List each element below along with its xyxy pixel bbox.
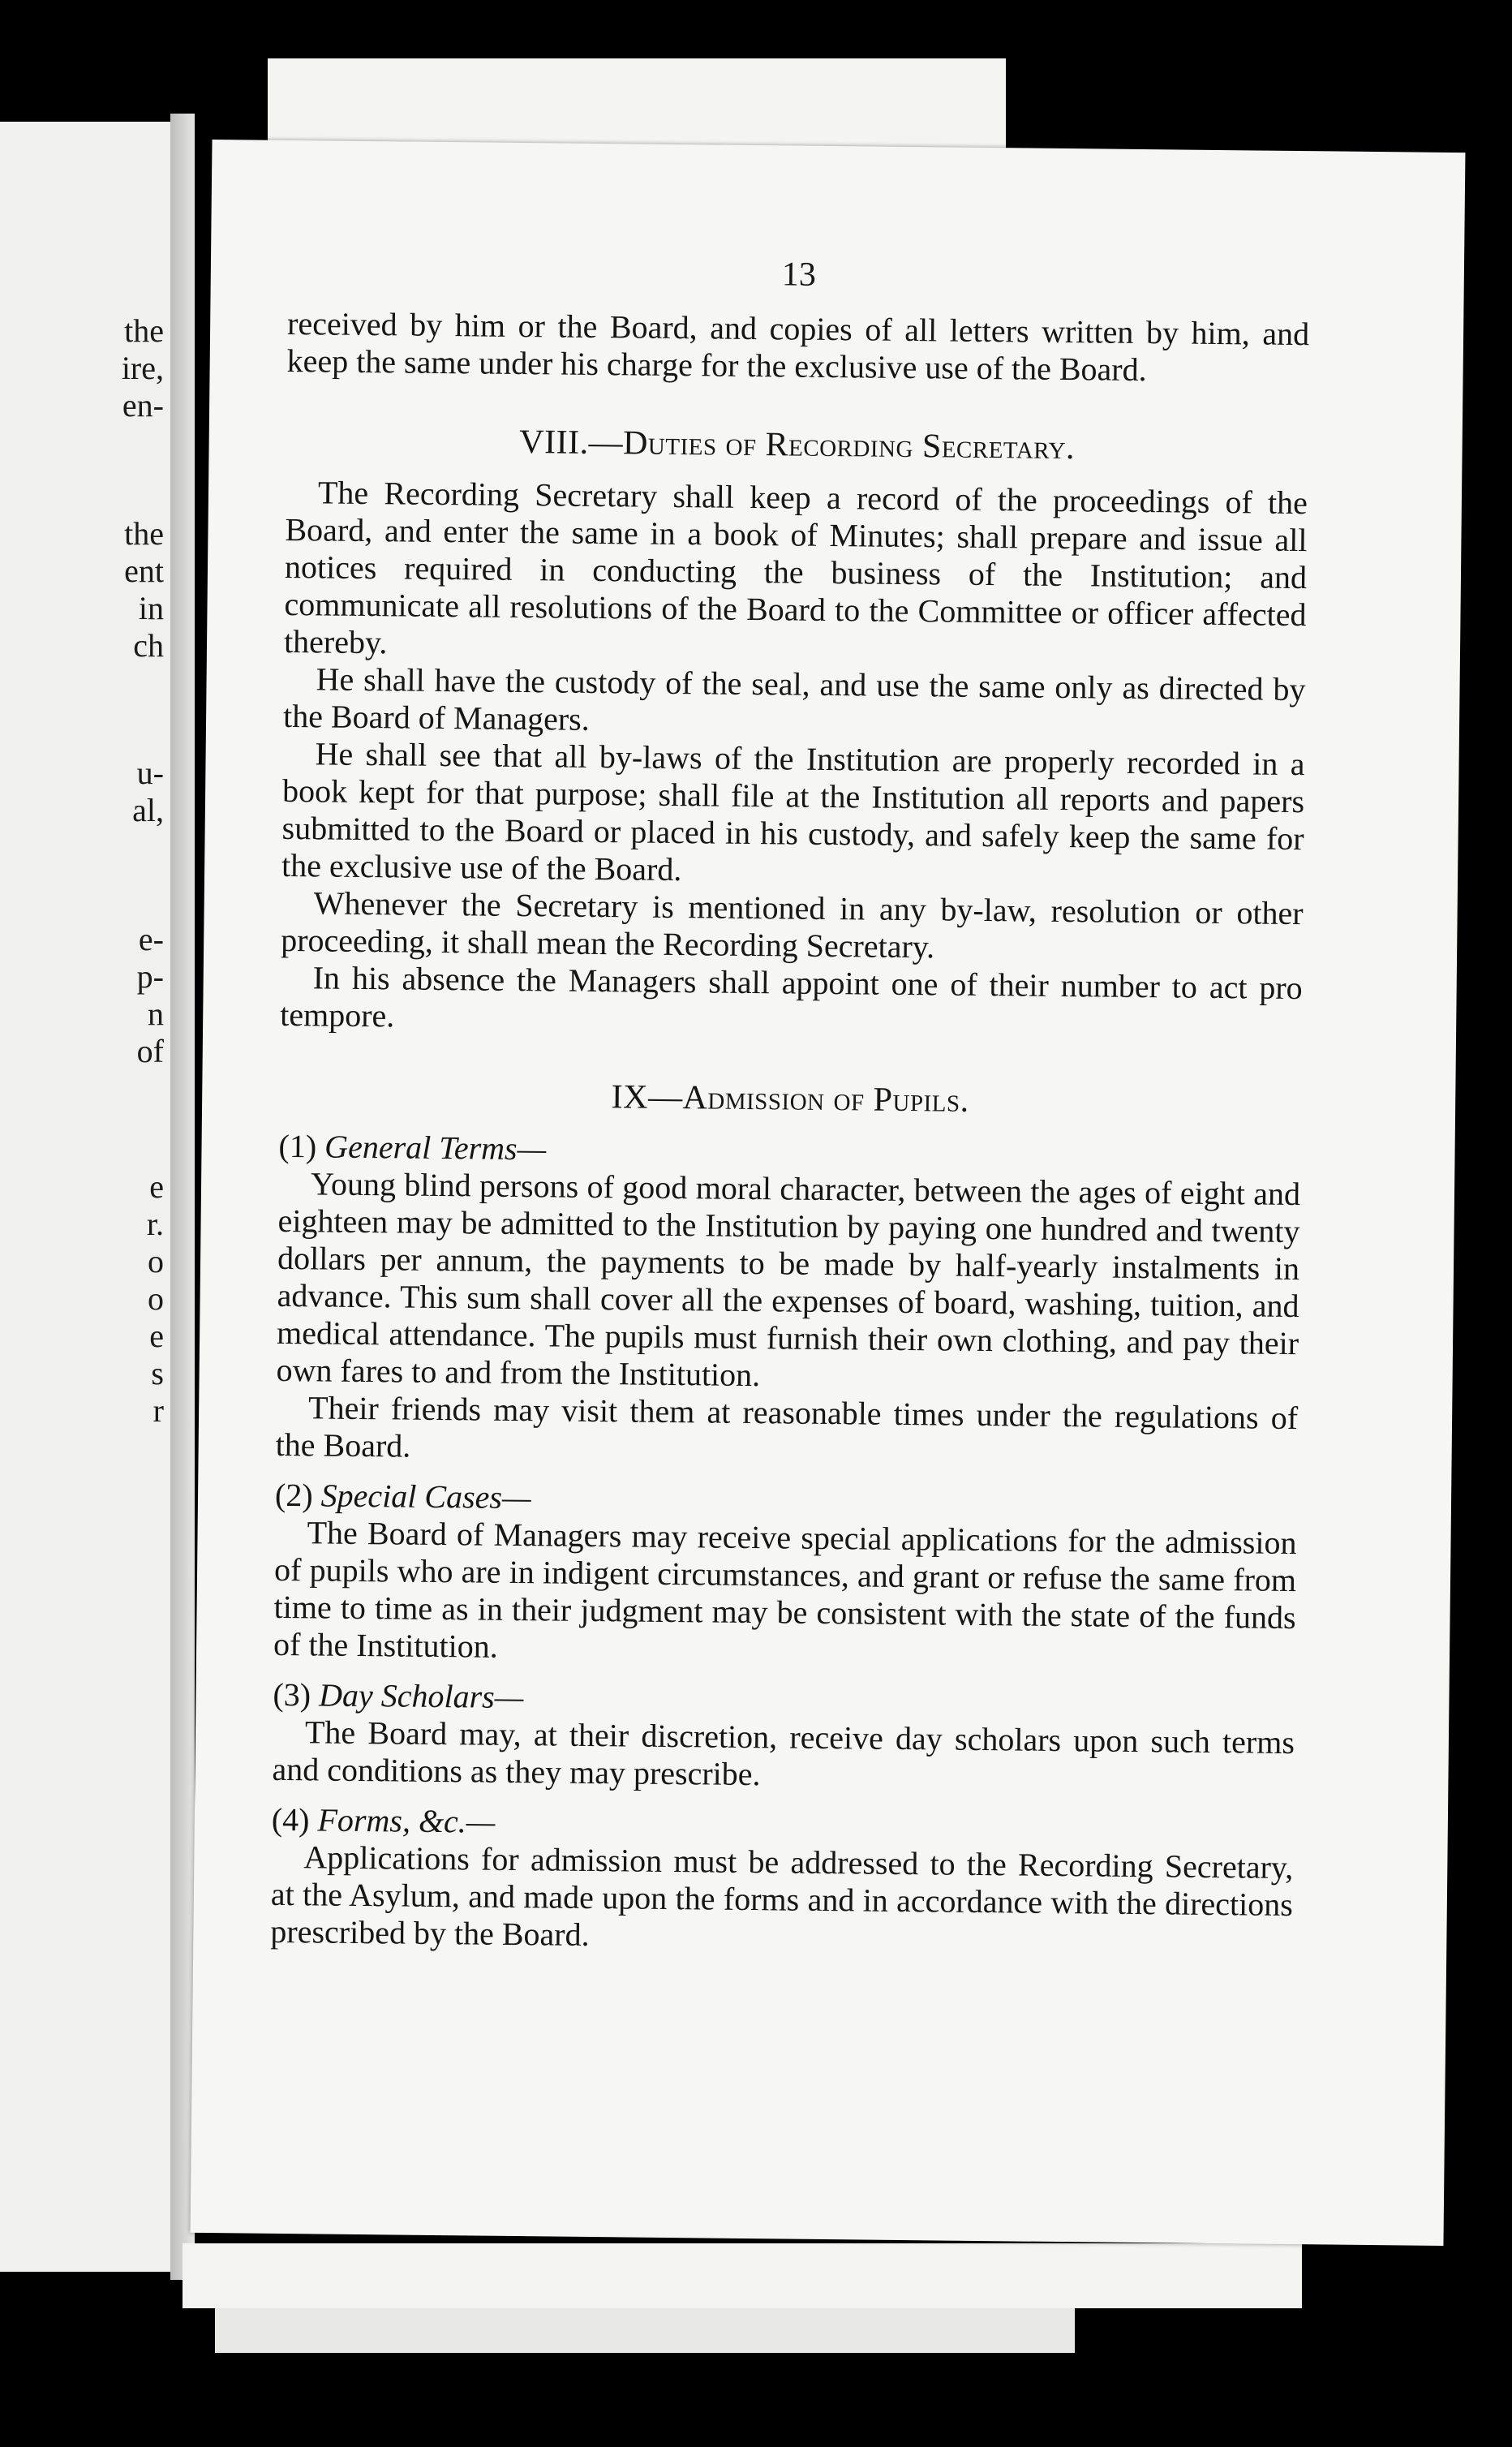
book-page — [191, 140, 1466, 2246]
bottom-page-strip — [183, 2243, 1302, 2308]
intro-paragraph: received by him or the Board, and copies of all letters written by him, and keep the same under his charge for the exclusive use of the Board. — [286, 304, 1310, 389]
paragraph: The Board of Managers may receive special applications for the admission of pupils who are in indigent circumstances, and grant or refuse the same from time to time as in their judgment may be consistent with the state of the funds of the Institution. — [273, 1514, 1297, 1665]
paragraph: Applications for admission must be addressed to the Recording Secretary, at the Asylum, and made upon the forms and in accordance with the directions prescribed by the Board. — [270, 1838, 1294, 1953]
left-fragment: the — [124, 312, 164, 349]
left-fragment: s — [151, 1355, 164, 1391]
paragraph: The Recording Secretary shall keep a record of the proceedings of the Board, and enter the same in a book of Minutes; shall prepare and issue all notices required in conducting the business of the Institution; and communicate all resolutions of the Board to the Committee or officer affected thereby. — [283, 474, 1308, 661]
left-fragment: r — [152, 1392, 164, 1429]
left-fragment: the — [124, 515, 164, 552]
paragraph: Young blind persons of good moral character, between the ages of eight and eighteen may be admitted to the Institution by paying one hundred and twenty dollars per annum, the payments to be made by half-yearly instalments in advance. This sum shall cover all the expenses of board, washing, tuition, and medical attendance. The pupils must furnish their own clothing, and pay their own fares to and from the Institution. — [276, 1165, 1301, 1394]
section-title: Admission of Pupils. — [682, 1079, 969, 1120]
page-number: 13 — [781, 256, 817, 294]
left-fragment: p- — [136, 958, 164, 995]
paragraph: He shall see that all by-laws of the Institution are properly recorded in a book kept for that purpose; shall file at the Institution all reports and papers submitted to the Board or placed in his custody, and safely keep the same for the exclusive use of the Board. — [281, 735, 1305, 888]
left-fragment: e- — [138, 921, 164, 957]
subsection-title: Day Scholars— — [318, 1676, 524, 1716]
left-fragment: o — [148, 1280, 164, 1317]
subsection-number: (4) — [271, 1800, 310, 1838]
subsection-number: (1) — [278, 1127, 317, 1165]
left-fragment: u- — [136, 755, 164, 791]
left-fragment: e — [149, 1168, 164, 1205]
left-fragment: al, — [132, 792, 164, 828]
bottom-page-strip-2 — [215, 2308, 1075, 2353]
subsection-number: (3) — [273, 1675, 311, 1714]
left-fragment: of — [136, 1033, 164, 1069]
subsection-title: General Terms— — [324, 1128, 547, 1168]
left-fragment: ire, — [121, 350, 164, 386]
subsection-title: Special Cases— — [320, 1477, 531, 1516]
left-fragment: en- — [122, 387, 164, 424]
left-fragment: o — [148, 1243, 164, 1279]
paragraph: Their friends may visit them at reasonable times under the regulations of the Board. — [275, 1389, 1299, 1464]
paragraph: He shall have the custody of the seal, and use the same only as directed by the Board of Managers. — [282, 660, 1306, 738]
paragraph: Whenever the Secretary is mentioned in any by-law, resolution or other proceeding, it shall mean the Recording Secretary. — [280, 884, 1304, 965]
left-fragment: e — [149, 1318, 164, 1354]
book-spine — [170, 114, 195, 2280]
section-title: Duties of Recording Secretary. — [622, 424, 1076, 467]
paragraph: The Board may, at their discretion, receive day scholars upon such terms and conditions as they may prescribe. — [272, 1714, 1295, 1793]
left-fragment: n — [148, 996, 164, 1032]
section-heading — [286, 420, 1308, 470]
section-number: IX— — [611, 1078, 683, 1117]
subsection-number: (2) — [274, 1476, 313, 1514]
left-fragment: r. — [146, 1206, 164, 1242]
left-fragment: ent — [124, 553, 164, 589]
left-fragment: in — [138, 590, 164, 626]
page-content — [270, 250, 1310, 1961]
section-heading — [279, 1074, 1301, 1124]
left-page-edge — [0, 122, 187, 2272]
left-fragment: ch — [133, 627, 164, 664]
subsection-title: Forms, &c.— — [317, 1801, 496, 1840]
paragraph: In his absence the Managers shall appoint one of their number to act pro tempore. — [280, 959, 1303, 1034]
section-number: VIII.— — [519, 423, 624, 462]
